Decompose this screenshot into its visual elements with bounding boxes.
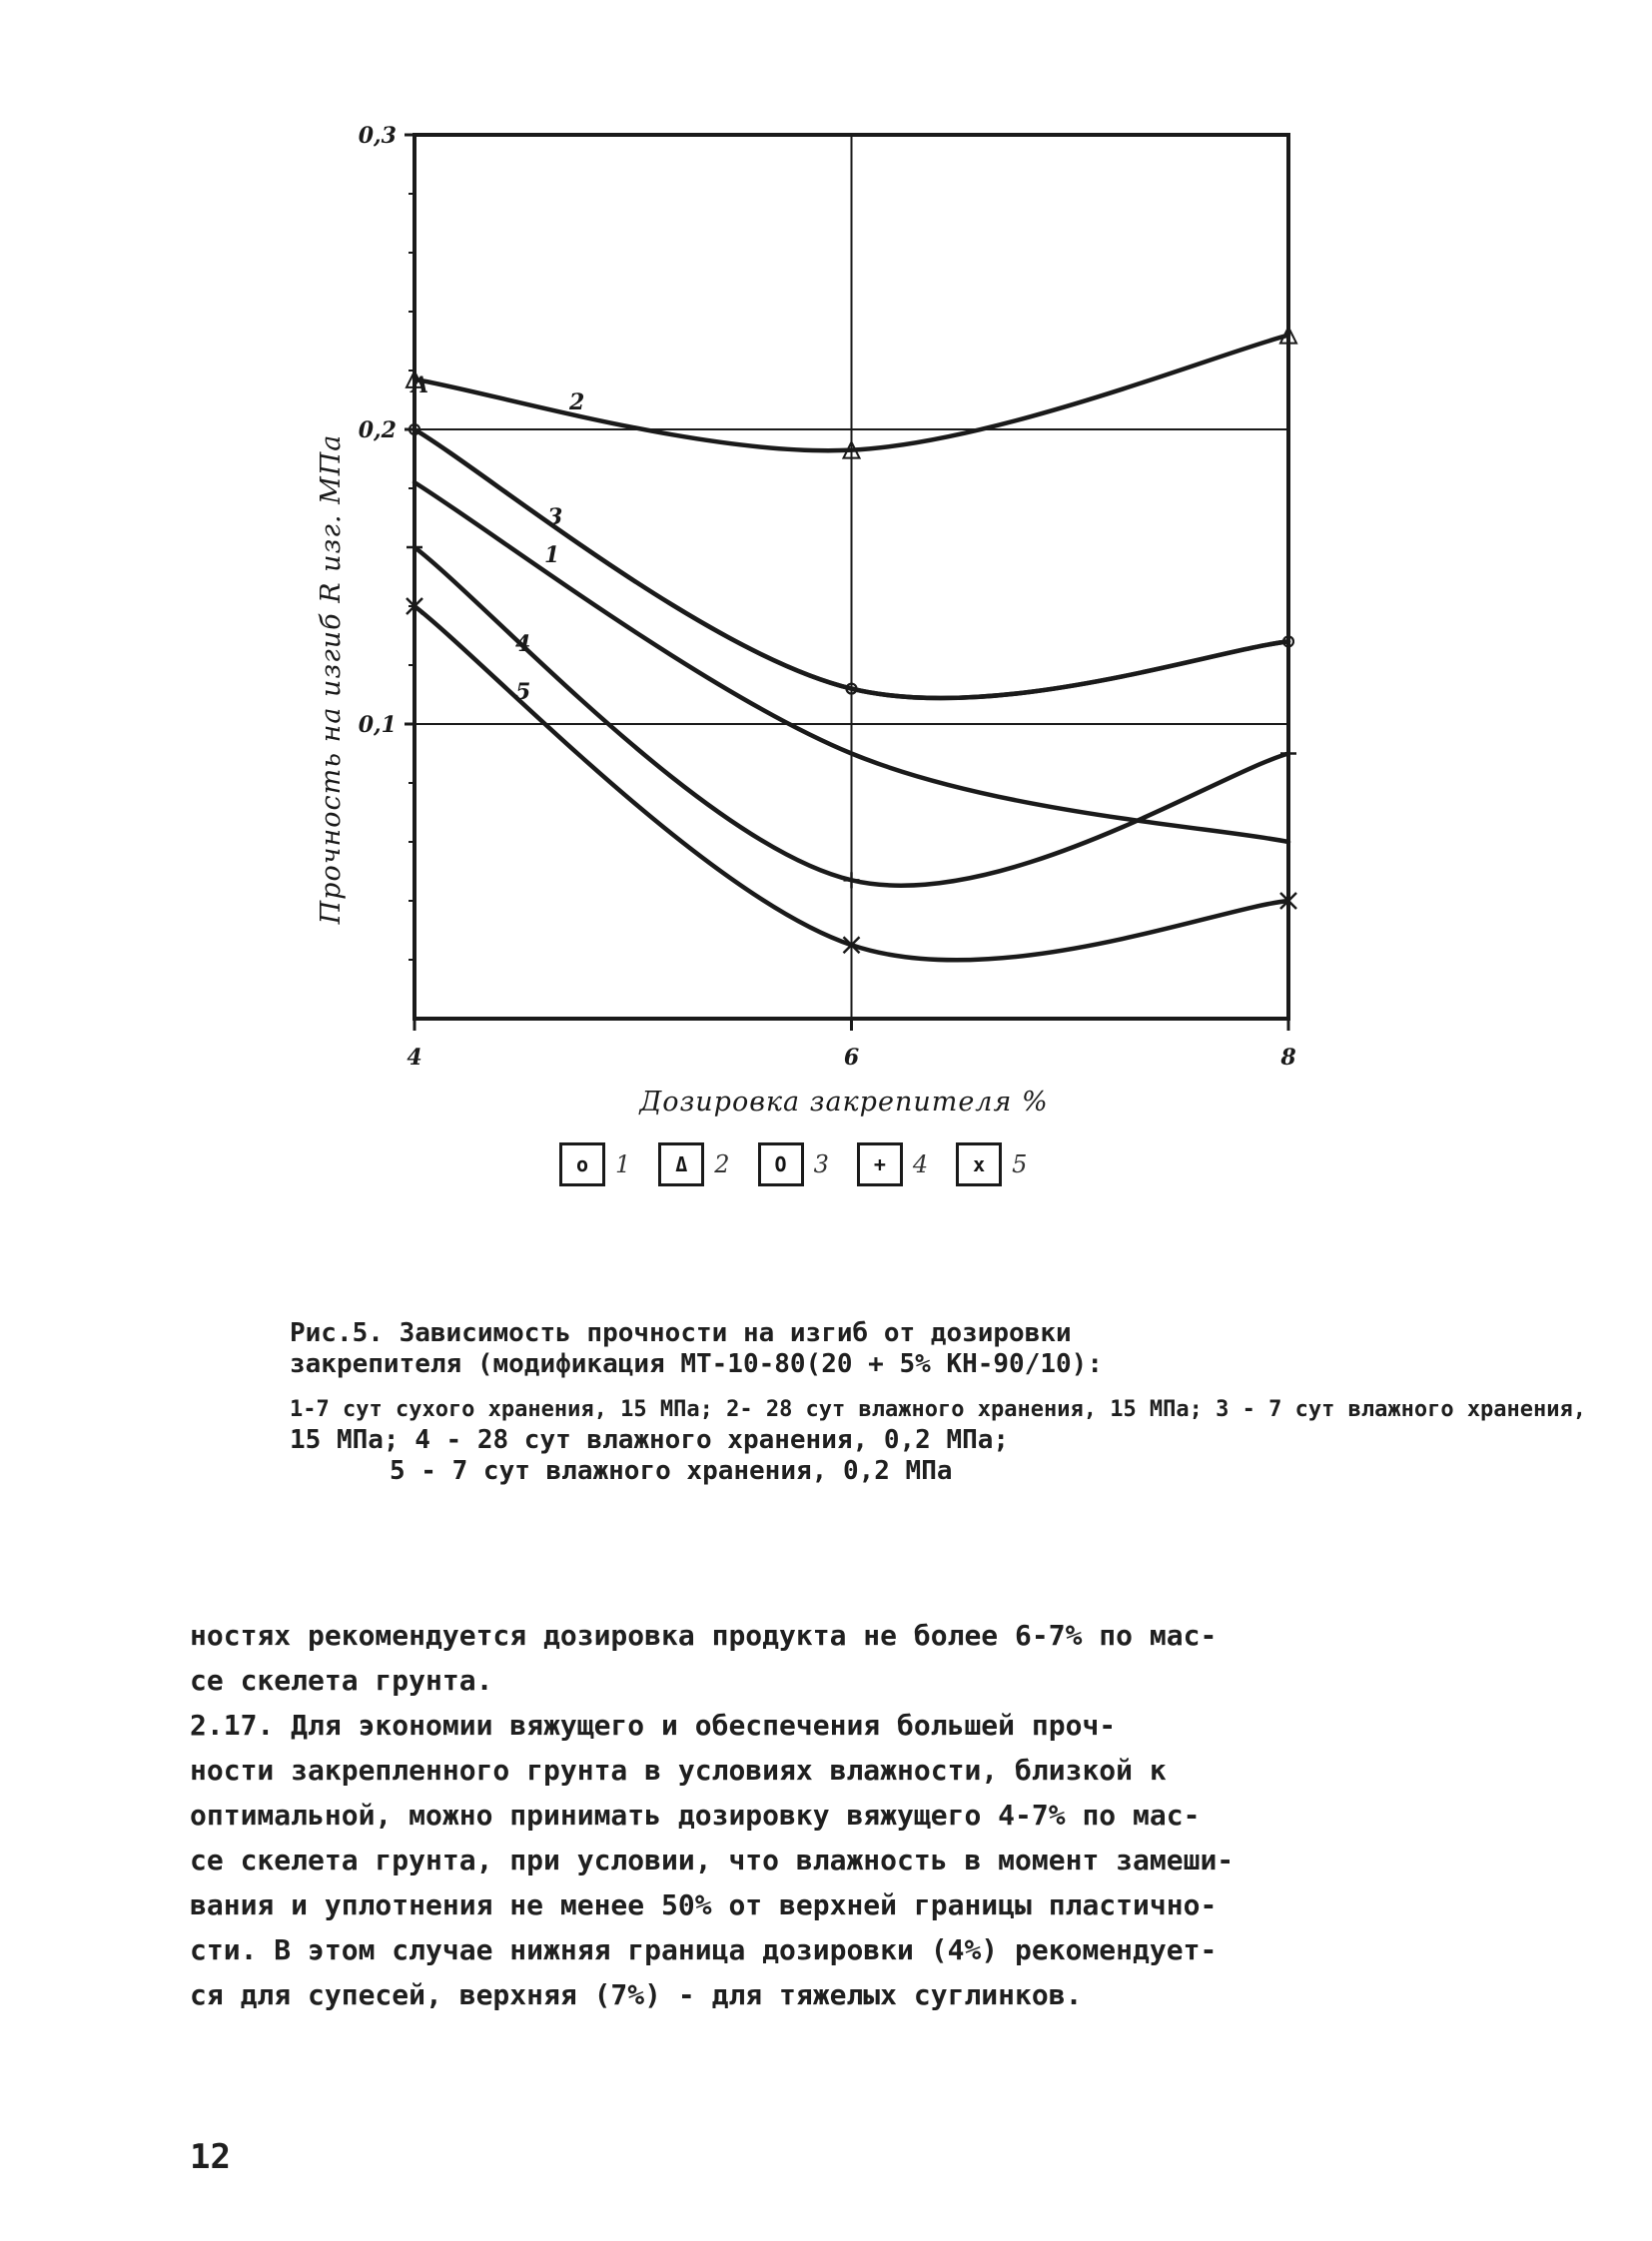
caption-line: Рис.5. Зависимость прочности на изгиб от дозировки xyxy=(290,1318,1072,1348)
legend-item-3 xyxy=(758,1142,829,1186)
caption-line: 15 МПа; 4 - 28 сут влажного хранения, 0,2 МПа; xyxy=(290,1425,1010,1455)
caption-line: закрепителя (модификация МТ-10-80(20 + 5% КН-90/10): xyxy=(290,1349,1103,1379)
curve-label-2: 3 xyxy=(547,504,563,530)
curve-label-5: 5 xyxy=(515,679,531,705)
tick-labels xyxy=(359,123,1296,1071)
body-line: се скелета грунта. xyxy=(190,1664,493,1697)
y-tick-label: 0,1 xyxy=(358,712,397,738)
y-tick-label: 0,2 xyxy=(358,417,397,443)
body-line: ности закрепленного грунта в условиях влажности, близкой к xyxy=(190,1754,1167,1787)
curve-label-1: 2 xyxy=(569,389,585,415)
data-point xyxy=(844,872,860,888)
body-line: ностях рекомендуется дозировка продукта не более 6-7% по мас- xyxy=(190,1619,1218,1652)
body-line: оптимальной, можно принимать дозировку вяжущего 4-7% по мас- xyxy=(190,1799,1201,1832)
x-tick-label: 6 xyxy=(843,1045,860,1071)
y-axis-title: Прочность на изгиб R изг. МПа xyxy=(316,433,347,925)
x-tick-label: 8 xyxy=(1280,1045,1296,1071)
figure-caption xyxy=(290,1318,1587,1487)
legend-item-2 xyxy=(658,1142,729,1186)
curve-label-3: 1 xyxy=(544,542,560,568)
curve-label-6: Λ xyxy=(412,373,429,398)
legend-symbol: o xyxy=(559,1142,605,1186)
legend-item-1 xyxy=(559,1142,630,1186)
legend-label: 4 xyxy=(912,1150,929,1178)
legend-label: 5 xyxy=(1012,1150,1028,1178)
legend-symbol: x xyxy=(956,1142,1002,1186)
curve-label-4: 4 xyxy=(515,631,531,657)
body-text xyxy=(190,1613,1428,2017)
caption-line: 5 - 7 сут влажного хранения, 0,2 МПа xyxy=(390,1456,953,1486)
body-line: сти. В этом случае нижняя граница дозировки (4%) рекомендует- xyxy=(190,1933,1218,1966)
legend-label: 3 xyxy=(813,1150,829,1178)
body-line: вания и уплотнения не менее 50% от верхней границы пластично- xyxy=(190,1888,1218,1921)
legend-symbol: + xyxy=(857,1142,903,1186)
page-number: 12 xyxy=(190,2137,231,2177)
legend-item-5 xyxy=(956,1142,1027,1186)
body-line: се скелета грунта, при условии, что влажность в момент замеши- xyxy=(190,1844,1235,1876)
legend-symbol: Δ xyxy=(658,1142,704,1186)
x-axis-title: Дозировка закрепителя % xyxy=(639,1087,1049,1118)
x-tick-label: 4 xyxy=(407,1045,422,1071)
legend-label: 2 xyxy=(714,1150,730,1178)
legend-label: 1 xyxy=(615,1150,631,1178)
body-line: 2.17. Для экономии вяжущего и обеспечения большей проч- xyxy=(190,1709,1117,1742)
caption-line: 1-7 сут сухого хранения, 15 МПа; 2- 28 сут влажного хранения, 15 МПа; 3 - 7 сут влажного хранения, xyxy=(290,1397,1587,1422)
legend xyxy=(559,1142,1027,1186)
body-line: ся для супесей, верхняя (7%) - для тяжелых суглинков. xyxy=(190,1978,1083,2011)
data-point xyxy=(1280,746,1296,762)
legend-symbol: О xyxy=(758,1142,804,1186)
legend-item-4 xyxy=(857,1142,928,1186)
y-tick-label: 0,3 xyxy=(358,123,397,149)
